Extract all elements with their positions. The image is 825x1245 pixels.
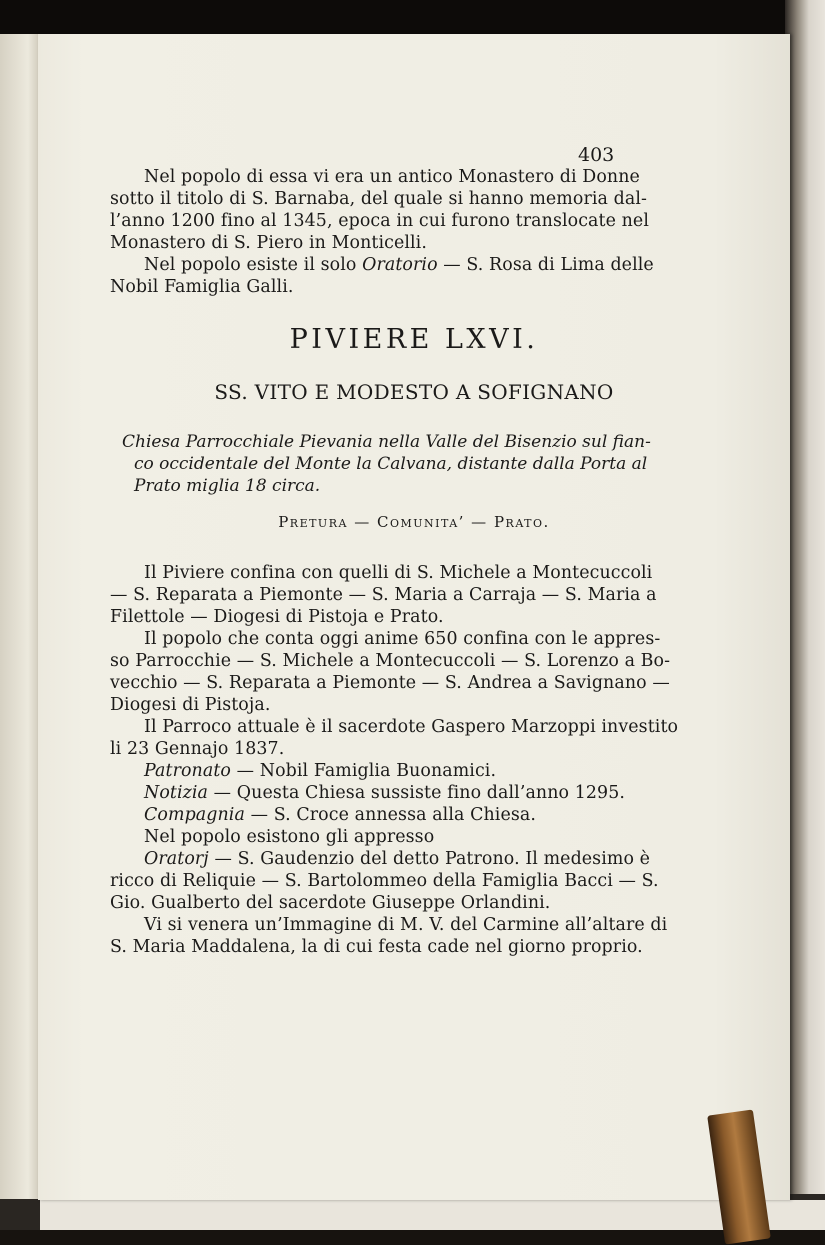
page-number: 403: [578, 144, 615, 166]
text-line: vecchio — S. Reparata a Piemonte — S. Andrea a Savignano —: [110, 673, 670, 693]
section-title: PIVIERE LXVI.: [289, 324, 539, 355]
book-page: [38, 34, 790, 1200]
underlying-sheet: [40, 1200, 825, 1230]
text-line: Il Parroco attuale è il sacerdote Gaspero Marzoppi investito: [144, 717, 679, 737]
text-line: ricco di Reliquie — S. Bartolommeo della Famiglia Bacci — S.: [110, 871, 659, 891]
oratorj-label: Oratorj: [144, 849, 209, 869]
church-description-line: co occidentale del Monte la Calvana, distante dalla Porta al: [134, 454, 648, 474]
text-line: Nobil Famiglia Galli.: [110, 277, 294, 297]
church-description-line: Chiesa Parrocchiale Pievania nella Valle del Bisenzio sul fian-: [122, 432, 651, 452]
notizia-text: — Questa Chiesa sussiste fino dall’anno 1295.: [213, 783, 626, 803]
notizia-label: Notizia: [144, 783, 209, 803]
compagnia-line: [144, 804, 536, 826]
text-line: [144, 254, 654, 276]
patronato-label: Patronato: [144, 761, 231, 781]
text-line: so Parrocchie — S. Michele a Montecuccoli — S. Lorenzo a Bo-: [110, 651, 671, 671]
oratorj-line: [144, 848, 650, 870]
text-line: Filettole — Diogesi di Pistoja e Prato.: [110, 607, 444, 627]
text-line: — S. Reparata a Piemonte — S. Maria a Carraja — S. Maria a: [110, 585, 657, 605]
text-segment: Nel popolo esiste il solo: [144, 255, 357, 275]
text-line: Diogesi di Pistoja.: [110, 695, 271, 715]
backdrop-top: [0, 0, 825, 34]
jurisdiction-line: Pretura — Comunita’ — Prato.: [278, 513, 550, 531]
text-line: Nel popolo di essa vi era un antico Monastero di Donne: [144, 167, 640, 187]
text-line: Il Piviere confina con quelli di S. Michele a Montecuccoli: [144, 563, 653, 583]
notizia-line: [144, 782, 625, 804]
oratorio-label: Oratorio: [362, 255, 438, 275]
text-line: Gio. Gualberto del sacerdote Giuseppe Orlandini.: [110, 893, 551, 913]
compagnia-label: Compagnia: [144, 805, 245, 825]
text-line: sotto il titolo di S. Barnaba, del quale si hanno memoria dal-: [110, 189, 647, 209]
patronato-line: [144, 760, 496, 782]
text-line: Nel popolo esistono gli appresso: [144, 827, 435, 847]
text-line: Il popolo che conta oggi anime 650 confina con le appres-: [144, 629, 661, 649]
text-line: l’anno 1200 fino al 1345, epoca in cui furono translocate nel: [110, 211, 649, 231]
text-line: li 23 Gennajo 1837.: [110, 739, 285, 759]
text-segment: — S. Rosa di Lima delle: [443, 255, 654, 275]
text-line: Vi si venera un’Immagine di M. V. del Carmine all’altare di: [144, 915, 668, 935]
oratorj-text: — S. Gaudenzio del detto Patrono. Il medesimo è: [214, 849, 651, 869]
church-description-line: Prato miglia 18 circa.: [134, 476, 321, 496]
compagnia-text: — S. Croce annessa alla Chiesa.: [250, 805, 536, 825]
facing-page-edge: [0, 34, 42, 1199]
backdrop-right: [785, 0, 825, 1230]
text-line: S. Maria Maddalena, la di cui festa cade nel giorno proprio.: [110, 937, 643, 957]
patronato-text: — Nobil Famiglia Buonamici.: [236, 761, 497, 781]
section-subtitle: SS. VITO E MODESTO A SOFIGNANO: [214, 380, 614, 404]
text-line: Monastero di S. Piero in Monticelli.: [110, 233, 427, 253]
